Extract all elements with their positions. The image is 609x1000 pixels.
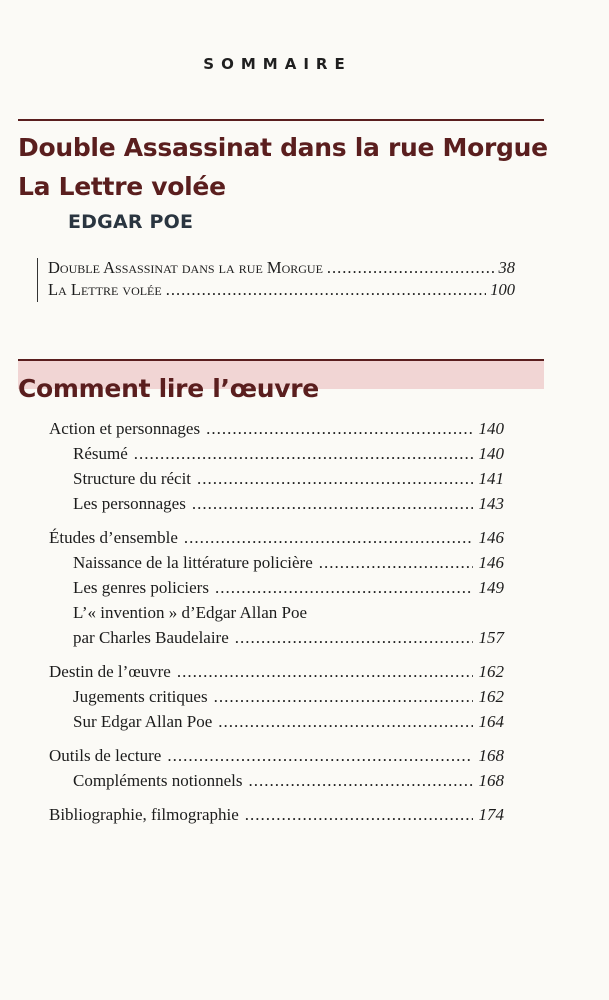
toc-entry-label: Sur Edgar Allan Poe bbox=[73, 712, 213, 731]
section-divider bbox=[18, 119, 544, 121]
dot-leader bbox=[192, 494, 473, 514]
toc-entry-label: par Charles Baudelaire bbox=[73, 628, 229, 647]
dot-leader bbox=[167, 746, 472, 766]
toc-entry-label: Études d’ensemble bbox=[49, 528, 178, 547]
toc-entry-page: 100 bbox=[490, 280, 515, 299]
page-heading: SOMMAIRE bbox=[203, 55, 352, 73]
toc-subentry[interactable] bbox=[49, 712, 504, 737]
dot-leader bbox=[235, 628, 473, 648]
toc-entry[interactable] bbox=[49, 528, 504, 553]
toc-subentry[interactable] bbox=[49, 603, 504, 628]
toc-group bbox=[49, 746, 504, 796]
toc-group bbox=[49, 419, 504, 519]
toc-entry-label: Action et personnages bbox=[49, 419, 201, 438]
author-name: EDGAR POE bbox=[68, 211, 194, 233]
toc-entry-label: Destin de l’œuvre bbox=[49, 662, 171, 681]
toc-group bbox=[49, 805, 504, 830]
toc-entry-label: Compléments notionnels bbox=[73, 771, 243, 790]
toc-entry-label: L’« invention » d’Edgar Allan Poe bbox=[73, 603, 308, 622]
toc-subentry[interactable] bbox=[49, 771, 504, 796]
dot-leader bbox=[319, 553, 473, 573]
toc-entry-page: 164 bbox=[478, 712, 504, 731]
toc-entry[interactable] bbox=[49, 662, 504, 687]
toc-entry-page: 140 bbox=[478, 419, 504, 438]
toc-entry-page: 162 bbox=[478, 687, 504, 706]
toc-group bbox=[49, 528, 504, 653]
toc-entry-label: Structure du récit bbox=[73, 469, 192, 488]
toc-subentry[interactable] bbox=[49, 628, 504, 653]
toc-entry-page: 174 bbox=[478, 805, 504, 824]
dot-leader bbox=[184, 528, 473, 548]
toc-subentry[interactable] bbox=[49, 444, 504, 469]
dot-leader bbox=[166, 280, 487, 300]
toc-entry-label: Bibliographie, filmographie bbox=[49, 805, 239, 824]
toc-entry-page: 140 bbox=[478, 444, 504, 463]
dot-leader bbox=[327, 258, 495, 278]
toc-entry[interactable] bbox=[49, 805, 504, 830]
dot-leader bbox=[245, 805, 473, 825]
dot-leader bbox=[134, 444, 473, 464]
toc-entry-page: 162 bbox=[478, 662, 504, 681]
toc-entry-page: 143 bbox=[478, 494, 504, 513]
work-contents-list bbox=[37, 258, 515, 302]
toc-entry-label: Jugements critiques bbox=[73, 687, 208, 706]
toc-entry-page: 146 bbox=[478, 528, 504, 547]
toc-subentry[interactable] bbox=[49, 469, 504, 494]
study-contents-list bbox=[49, 419, 504, 839]
dot-leader bbox=[214, 687, 473, 707]
toc-entry-page: 168 bbox=[478, 746, 504, 765]
toc-entry-page: 38 bbox=[498, 258, 515, 277]
toc-entry-page: 141 bbox=[478, 469, 504, 488]
toc-entry-page: 149 bbox=[478, 578, 504, 597]
toc-entry-label: La Lettre volée bbox=[48, 280, 162, 299]
dot-leader bbox=[177, 662, 473, 682]
work-title-line-1: Double Assassinat dans la rue Morgue bbox=[18, 133, 548, 162]
toc-group bbox=[49, 662, 504, 737]
toc-entry-label: Double Assassinat dans la rue Morgue bbox=[48, 258, 323, 277]
toc-entry[interactable] bbox=[49, 419, 504, 444]
toc-entry[interactable] bbox=[49, 746, 504, 771]
toc-entry-page: 168 bbox=[478, 771, 504, 790]
dot-leader bbox=[249, 771, 473, 791]
study-section-title: Comment lire l’œuvre bbox=[18, 374, 319, 403]
toc-entry-label: Outils de lecture bbox=[49, 746, 162, 765]
toc-subentry[interactable] bbox=[49, 553, 504, 578]
toc-subentry[interactable] bbox=[49, 494, 504, 519]
toc-entry-page: 157 bbox=[478, 628, 504, 647]
toc-entry-label: Les personnages bbox=[73, 494, 186, 513]
dot-leader bbox=[218, 712, 472, 732]
dot-leader bbox=[197, 469, 472, 489]
toc-entry-label: Les genres policiers bbox=[73, 578, 209, 597]
toc-entry[interactable] bbox=[48, 280, 515, 302]
toc-subentry[interactable] bbox=[49, 578, 504, 603]
dot-leader bbox=[206, 419, 472, 439]
toc-subentry[interactable] bbox=[49, 687, 504, 712]
dot-leader bbox=[215, 578, 473, 598]
toc-entry-label: Naissance de la littérature policière bbox=[73, 553, 313, 572]
toc-entry[interactable] bbox=[48, 258, 515, 280]
toc-entry-page: 146 bbox=[478, 553, 504, 572]
toc-entry-label: Résumé bbox=[73, 444, 128, 463]
work-title-line-2: La Lettre volée bbox=[18, 172, 226, 201]
